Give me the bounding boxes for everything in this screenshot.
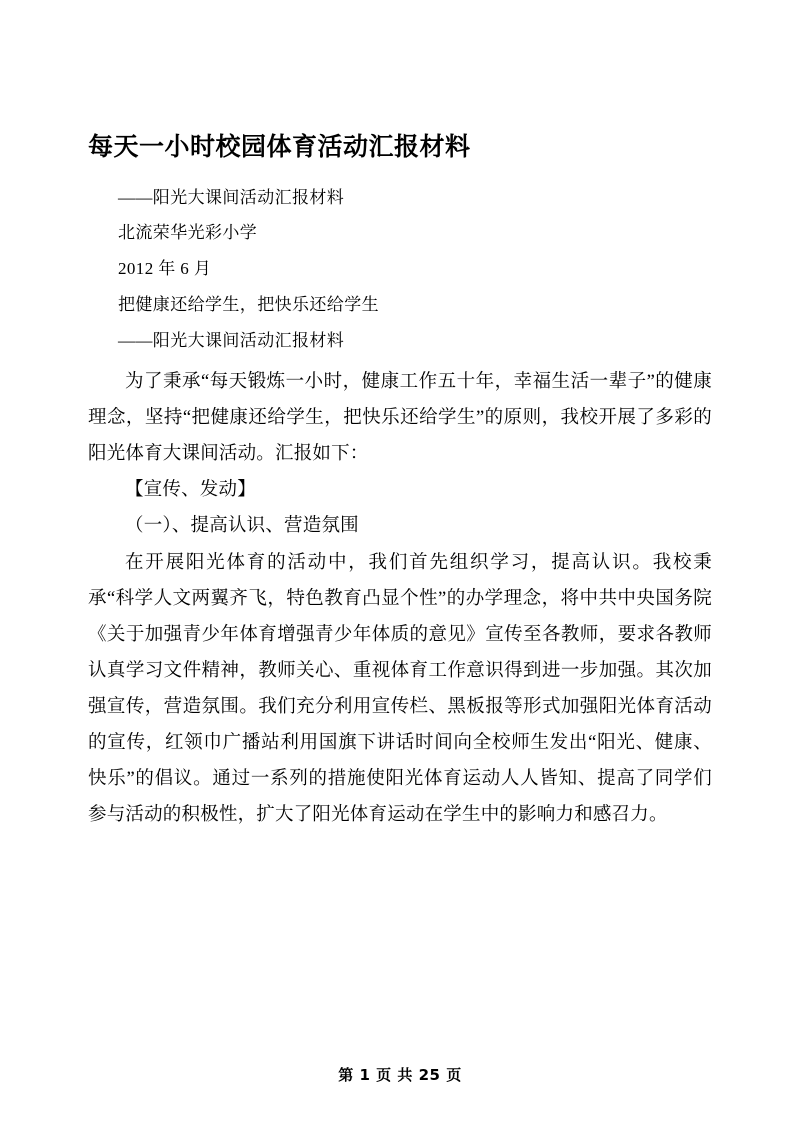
school-name: 北流荣华光彩小学 (118, 223, 258, 243)
document-subtitle: ——阳光大课间活动汇报材料 (118, 187, 345, 207)
page-title: 每天一小时校园体育活动汇报材料 (88, 132, 471, 161)
paragraph-awareness-body: 在开展阳光体育的活动中，我们首先组织学习，提高认识。我校秉承“科学人文两翼齐飞，特色教育凸显个性”的办学理念，将中共中央国务院《关于加强青少年体育增强青少年体质的意见》宣传至各教师，要求各教师认真学习文件精神，教师关心、重视体育工作意识得到进一步加强。其次加强宣传，营造氛围。我们充分利用宣传栏、黑板报等形式加强阳光体育活动的宣传，红领巾广播站利用国旗下讲话时间向全校师生发出“阳光、健康、快乐”的倡议。通过一系列的措施使阳光体育运动人人皆知、提高了同学们参与活动的积极性，扩大了阳光体育运动在学生中的影响力和感召力。 (88, 552, 712, 825)
subsection-heading-awareness: （一）、提高认识、营造氛围 (125, 516, 359, 537)
document-subtitle-repeat: ——阳光大课间活动汇报材料 (118, 330, 345, 350)
document-date: 2012 年 6 月 (118, 259, 212, 279)
document-body (88, 364, 712, 833)
document-slogan: 把健康还给学生，把快乐还给学生 (118, 294, 379, 314)
page-footer: 第 1 页 共 25 页 (338, 1066, 462, 1084)
paragraph-intro: 为了秉承“每天锻炼一小时，健康工作五十年，幸福生活一辈子”的健康理念，坚持“把健康还给学生，把快乐还给学生”的原则，我校开展了多彩的阳光体育大课间活动。汇报如下： (88, 372, 712, 465)
section-heading-promotion: 【宣传、发动】 (125, 480, 256, 501)
